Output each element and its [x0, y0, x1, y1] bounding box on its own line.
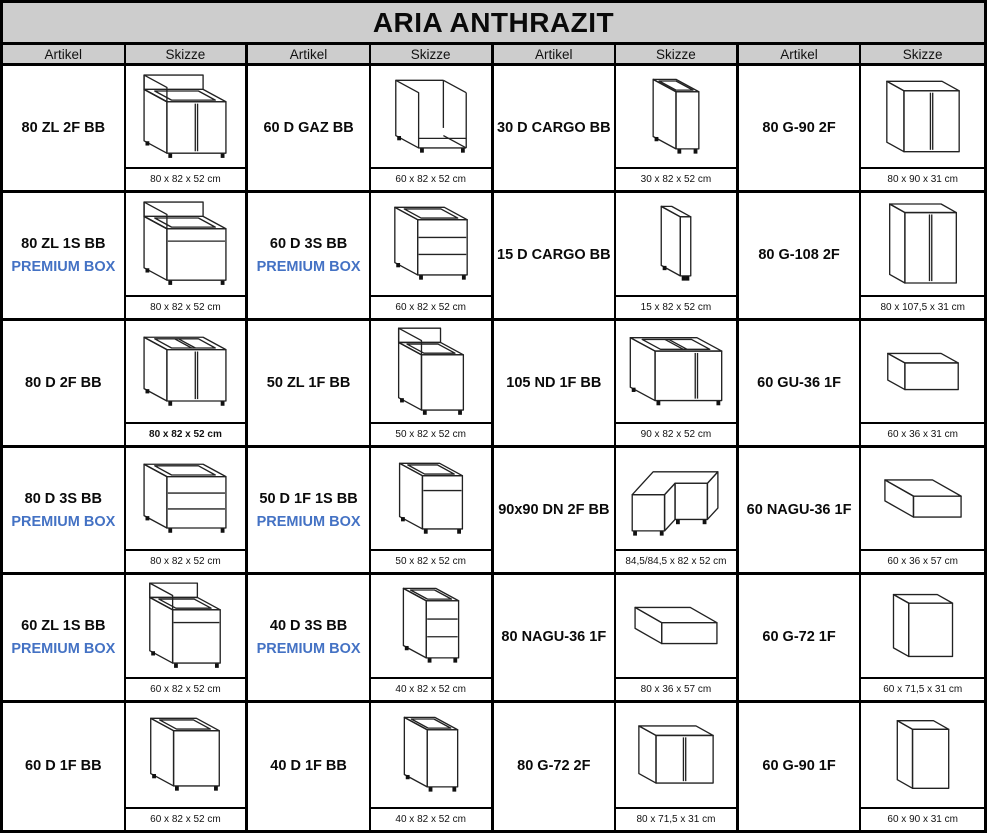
dimensions-label: 60 x 82 x 52 cm — [126, 677, 246, 700]
dimensions-label: 80 x 36 x 57 cm — [616, 677, 736, 700]
article-code: 80 G-72 2F — [517, 758, 591, 775]
dimensions-label: 80 x 82 x 52 cm — [126, 295, 246, 318]
sketch-cell — [371, 321, 494, 448]
cabinet-sketch-base — [126, 703, 246, 807]
cabinet-sketch-wall — [616, 575, 736, 676]
article-cell — [248, 66, 371, 193]
sketch-cell — [371, 193, 494, 320]
sketch-cell — [861, 448, 984, 575]
article-code: 30 D CARGO BB — [497, 120, 611, 137]
cabinet-sketch-base — [616, 321, 736, 422]
premium-box-label: PREMIUM BOX — [256, 258, 361, 275]
dimensions-label: 15 x 82 x 52 cm — [616, 295, 736, 318]
page-title: ARIA ANTHRAZIT — [3, 3, 984, 45]
sketch-cell — [616, 703, 739, 830]
dimensions-label: 40 x 82 x 52 cm — [371, 677, 491, 700]
premium-box-label: PREMIUM BOX — [11, 640, 116, 657]
article-cell — [248, 321, 371, 448]
article-code: 60 ZL 1S BB — [21, 617, 106, 634]
cabinet-sketch-base — [371, 575, 491, 676]
article-cell — [494, 66, 617, 193]
sketch-cell — [616, 193, 739, 320]
cabinet-sketch-gaz — [371, 66, 491, 167]
article-cell — [248, 703, 371, 830]
article-cell — [739, 448, 862, 575]
column-header-skizze: Skizze — [616, 45, 739, 66]
sketch-cell — [126, 575, 249, 702]
sketch-cell — [126, 66, 249, 193]
article-code: 80 D 3S BB — [24, 490, 102, 507]
article-cell — [248, 575, 371, 702]
column-header-artikel: Artikel — [494, 45, 617, 66]
article-code: 80 ZL 1S BB — [21, 235, 106, 252]
dimensions-label: 80 x 82 x 52 cm — [126, 167, 246, 190]
sketch-cell — [861, 321, 984, 448]
cabinet-sketch-sink — [371, 321, 491, 422]
cabinet-sketch-sink — [126, 575, 246, 676]
premium-box-label: PREMIUM BOX — [256, 513, 361, 530]
article-code: 40 D 3S BB — [269, 617, 348, 634]
cabinet-sketch-wall — [861, 703, 984, 807]
cabinet-sketch-wall — [616, 193, 736, 294]
article-code: 60 NAGU-36 1F — [746, 502, 852, 519]
dimensions-label: 60 x 82 x 52 cm — [371, 295, 491, 318]
article-code: 60 G-90 1F — [762, 758, 836, 775]
article-code: 50 D 1F 1S BB — [259, 490, 358, 507]
dimensions-label: 30 x 82 x 52 cm — [616, 167, 736, 190]
cabinet-sketch-wall — [616, 703, 736, 807]
article-cell — [3, 448, 126, 575]
premium-box-label: PREMIUM BOX — [11, 513, 116, 530]
cabinet-sketch-wall — [861, 193, 984, 294]
sketch-cell — [616, 448, 739, 575]
cabinet-sketch-wall — [861, 575, 984, 676]
article-code: 60 GU-36 1F — [757, 374, 841, 391]
cabinet-sketch-sink — [126, 193, 246, 294]
cabinet-sketch-wall — [861, 66, 984, 167]
catalog-grid — [3, 45, 984, 830]
dimensions-label: 60 x 82 x 52 cm — [126, 807, 246, 830]
cabinet-sketch-cornerDN — [616, 448, 736, 549]
article-code: 50 ZL 1F BB — [266, 374, 351, 391]
dimensions-label: 80 x 82 x 52 cm — [126, 549, 246, 572]
cabinet-sketch-wall — [861, 448, 984, 549]
article-cell — [739, 321, 862, 448]
dimensions-label: 60 x 82 x 52 cm — [371, 167, 491, 190]
dimensions-label: 50 x 82 x 52 cm — [371, 549, 491, 572]
article-code: 60 D 3S BB — [269, 235, 348, 252]
dimensions-label: 80 x 82 x 52 cm — [126, 422, 246, 445]
article-code: 60 D GAZ BB — [263, 120, 354, 137]
dimensions-label: 60 x 36 x 31 cm — [861, 422, 984, 445]
dimensions-label: 50 x 82 x 52 cm — [371, 422, 491, 445]
cabinet-sketch-base — [126, 448, 246, 549]
article-cell — [3, 66, 126, 193]
article-cell — [494, 321, 617, 448]
article-code: 15 D CARGO BB — [497, 247, 611, 264]
article-code: 80 D 2F BB — [25, 374, 102, 391]
article-cell — [248, 193, 371, 320]
column-header-artikel: Artikel — [248, 45, 371, 66]
sketch-cell — [616, 321, 739, 448]
dimensions-label: 80 x 107,5 x 31 cm — [861, 295, 984, 318]
article-cell — [494, 193, 617, 320]
sketch-cell — [126, 703, 249, 830]
premium-box-label: PREMIUM BOX — [11, 258, 116, 275]
premium-box-label: PREMIUM BOX — [256, 640, 361, 657]
article-code: 80 NAGU-36 1F — [501, 629, 607, 646]
article-code: 105 ND 1F BB — [506, 374, 602, 391]
article-cell — [739, 193, 862, 320]
article-cell — [739, 66, 862, 193]
article-code: 60 D 1F BB — [25, 758, 102, 775]
article-code: 60 G-72 1F — [762, 629, 836, 646]
sketch-cell — [616, 575, 739, 702]
column-header-artikel: Artikel — [3, 45, 126, 66]
article-cell — [494, 575, 617, 702]
sketch-cell — [861, 575, 984, 702]
article-cell — [494, 448, 617, 575]
sketch-cell — [861, 66, 984, 193]
article-cell — [739, 575, 862, 702]
sketch-cell — [616, 66, 739, 193]
sketch-cell — [126, 448, 249, 575]
dimensions-label: 40 x 82 x 52 cm — [371, 807, 491, 830]
dimensions-label: 60 x 71,5 x 31 cm — [861, 677, 984, 700]
cabinet-sketch-wall — [861, 321, 984, 422]
sketch-cell — [126, 321, 249, 448]
sketch-cell — [861, 703, 984, 830]
cabinet-sketch-base — [371, 193, 491, 294]
column-header-skizze: Skizze — [371, 45, 494, 66]
dimensions-label: 80 x 90 x 31 cm — [861, 167, 984, 190]
sketch-cell — [371, 575, 494, 702]
dimensions-label: 60 x 90 x 31 cm — [861, 807, 984, 830]
article-code: 80 G-108 2F — [758, 247, 840, 264]
article-cell — [248, 448, 371, 575]
sketch-cell — [126, 193, 249, 320]
cabinet-sketch-sink — [126, 66, 246, 167]
cabinet-sketch-base — [371, 703, 491, 807]
dimensions-label: 84,5/84,5 x 82 x 52 cm — [616, 549, 736, 572]
column-header-skizze: Skizze — [861, 45, 984, 66]
cabinet-sketch-base — [616, 66, 736, 167]
article-code: 90x90 DN 2F BB — [498, 502, 610, 519]
article-cell — [3, 575, 126, 702]
article-code: 80 ZL 2F BB — [21, 120, 106, 137]
column-header-artikel: Artikel — [739, 45, 862, 66]
article-cell — [739, 703, 862, 830]
dimensions-label: 60 x 36 x 57 cm — [861, 549, 984, 572]
article-cell — [3, 703, 126, 830]
article-cell — [3, 193, 126, 320]
column-header-skizze: Skizze — [126, 45, 249, 66]
sketch-cell — [861, 193, 984, 320]
article-code: 80 G-90 2F — [762, 120, 836, 137]
article-cell — [494, 703, 617, 830]
sketch-cell — [371, 448, 494, 575]
cabinet-sketch-base — [371, 448, 491, 549]
article-code: 40 D 1F BB — [270, 758, 347, 775]
cabinet-sketch-base — [126, 321, 246, 422]
sketch-cell — [371, 66, 494, 193]
article-cell — [3, 321, 126, 448]
sketch-cell — [371, 703, 494, 830]
dimensions-label: 90 x 82 x 52 cm — [616, 422, 736, 445]
dimensions-label: 80 x 71,5 x 31 cm — [616, 807, 736, 830]
